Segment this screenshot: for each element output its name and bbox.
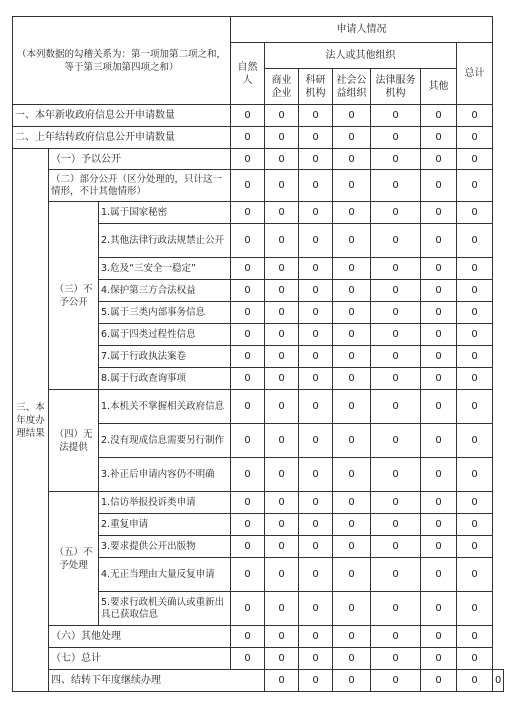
cell-value: 0	[299, 558, 333, 592]
header-total: 总计	[457, 43, 493, 105]
cell-value: 0	[457, 105, 493, 127]
row-label: 2.没有现成信息需要另行制作	[99, 424, 231, 458]
cell-value: 0	[265, 346, 299, 368]
row-label: 8.属于行政查询事项	[99, 368, 231, 390]
header-applicant: 申请人情况	[231, 17, 493, 43]
cell-value: 0	[231, 626, 265, 648]
cell-value: 0	[231, 149, 265, 170]
cell-value: 0	[333, 492, 371, 514]
cell-value: 0	[457, 492, 493, 514]
row-label: 7.属于行政执法案卷	[99, 346, 231, 368]
disclosure-stats-table	[12, 16, 504, 692]
cell-value: 0	[371, 202, 421, 224]
cell-value: 0	[371, 558, 421, 592]
cell-value: 0	[333, 368, 371, 390]
cell-value: 0	[265, 105, 299, 127]
cell-value: 0	[299, 202, 333, 224]
cell-value: 0	[457, 224, 493, 258]
cell-value: 0	[231, 390, 265, 424]
cell-value: 0	[231, 127, 265, 149]
cell-value: 0	[333, 626, 371, 648]
table-row	[13, 170, 504, 202]
cell-value: 0	[265, 280, 299, 302]
row-label: 2.重复申请	[99, 514, 231, 536]
cell-value: 0	[265, 492, 299, 514]
cell-value: 0	[299, 170, 333, 202]
row-label: （七）总计	[49, 648, 231, 670]
cell-value: 0	[421, 514, 457, 536]
cell-value: 0	[371, 390, 421, 424]
cell-value: 0	[231, 492, 265, 514]
cell-value: 0	[299, 368, 333, 390]
cell-value: 0	[299, 224, 333, 258]
cell-value: 0	[333, 670, 371, 692]
cell-value: 0	[231, 105, 265, 127]
cell-value: 0	[231, 202, 265, 224]
cell-value: 0	[371, 648, 421, 670]
row-label: 1.信访举报投诉类申请	[99, 492, 231, 514]
cell-value: 0	[333, 390, 371, 424]
cell-value: 0	[265, 626, 299, 648]
cell-value: 0	[299, 302, 333, 324]
group-4-label: （四）无法提供	[49, 390, 99, 492]
group-3-label: （三）不予公开	[49, 202, 99, 390]
cell-value: 0	[457, 324, 493, 346]
row-label: 4.无正当理由大量反复申请	[99, 558, 231, 592]
cell-value: 0	[457, 170, 493, 202]
cell-value: 0	[231, 258, 265, 280]
cell-value: 0	[333, 648, 371, 670]
cell-value: 0	[299, 424, 333, 458]
cell-value: 0	[299, 670, 333, 692]
cell-value: 0	[299, 280, 333, 302]
row-label: （六）其他处理	[49, 626, 231, 648]
cell-value: 0	[421, 170, 457, 202]
cell-value: 0	[457, 536, 493, 558]
cell-value: 0	[421, 368, 457, 390]
cell-value: 0	[333, 424, 371, 458]
cell-value: 0	[421, 202, 457, 224]
cell-value: 0	[457, 368, 493, 390]
table-row	[13, 202, 504, 224]
cell-value: 0	[265, 424, 299, 458]
cell-value: 0	[333, 324, 371, 346]
cell-value: 0	[371, 127, 421, 149]
cell-value: 0	[457, 280, 493, 302]
cell-value: 0	[299, 626, 333, 648]
cell-value: 0	[231, 458, 265, 492]
cell-value: 0	[333, 280, 371, 302]
cell-value: 0	[265, 536, 299, 558]
row-label: （二）部分公开（区分处理的，只计这一情形，不计其他情形）	[49, 170, 231, 202]
cell-value: 0	[371, 170, 421, 202]
cell-value: 0	[421, 458, 457, 492]
cell-value: 0	[265, 368, 299, 390]
row-label: 5.要求行政机关确认或重新出具已获取信息	[99, 592, 231, 626]
cell-value: 0	[371, 514, 421, 536]
cell-value: 0	[333, 346, 371, 368]
cell-value: 0	[371, 424, 421, 458]
cell-value: 0	[299, 324, 333, 346]
row-label: 4.保护第三方合法权益	[99, 280, 231, 302]
row-label: 5.属于三类内部事务信息	[99, 302, 231, 324]
cell-value: 0	[457, 346, 493, 368]
cell-value: 0	[333, 202, 371, 224]
cell-value: 0	[265, 202, 299, 224]
cell-value: 0	[265, 514, 299, 536]
cell-value: 0	[299, 390, 333, 424]
cell-value: 0	[299, 105, 333, 127]
row-label: 6.属于四类过程性信息	[99, 324, 231, 346]
cell-value: 0	[231, 302, 265, 324]
disclosure-table-container	[12, 16, 504, 692]
cell-value: 0	[265, 170, 299, 202]
cell-value: 0	[231, 648, 265, 670]
cell-value: 0	[299, 536, 333, 558]
cell-value: 0	[371, 302, 421, 324]
cell-value: 0	[421, 224, 457, 258]
cell-value: 0	[333, 536, 371, 558]
cell-value: 0	[265, 302, 299, 324]
row-label: 3.危及“三安全一稳定”	[99, 258, 231, 280]
cell-value: 0	[231, 368, 265, 390]
cell-value: 0	[371, 458, 421, 492]
cell-value: 0	[421, 149, 457, 170]
cell-value: 0	[265, 127, 299, 149]
row-label: 一、本年新收政府信息公开申请数量	[13, 105, 231, 127]
cell-value: 0	[371, 105, 421, 127]
cell-value: 0	[457, 424, 493, 458]
cell-value: 0	[265, 648, 299, 670]
cell-value: 0	[299, 458, 333, 492]
row-label: 3.要求提供公开出版物	[99, 536, 231, 558]
cell-value: 0	[371, 368, 421, 390]
cell-value: 0	[371, 626, 421, 648]
cell-value: 0	[333, 170, 371, 202]
cell-value: 0	[371, 280, 421, 302]
cell-value: 0	[333, 105, 371, 127]
cell-value: 0	[265, 149, 299, 170]
cell-value: 0	[457, 626, 493, 648]
header-other: 其他	[421, 69, 457, 105]
cell-value: 0	[457, 390, 493, 424]
cell-value: 0	[265, 324, 299, 346]
cell-value: 0	[421, 105, 457, 127]
cell-value: 0	[457, 514, 493, 536]
cell-value: 0	[265, 390, 299, 424]
row-label: 1.本机关不掌握相关政府信息	[99, 390, 231, 424]
cell-value: 0	[231, 558, 265, 592]
header-natural-person: 自然人	[231, 43, 265, 105]
cell-value: 0	[265, 224, 299, 258]
cell-value: 0	[421, 626, 457, 648]
cell-value: 0	[231, 346, 265, 368]
row-label: 二、上年结转政府信息公开申请数量	[13, 127, 231, 149]
cell-value: 0	[299, 149, 333, 170]
cell-value: 0	[421, 492, 457, 514]
header-research: 科研机构	[299, 69, 333, 105]
cell-value: 0	[333, 592, 371, 626]
cell-value: 0	[231, 324, 265, 346]
group-5-label: （五）不予处理	[49, 492, 99, 626]
header-note: （本列数据的勾稽关系为：第一项加第二项之和，等于第三项加第四项之和）	[13, 17, 231, 105]
cell-value: 0	[421, 670, 457, 692]
cell-value: 0	[493, 670, 504, 692]
cell-value: 0	[457, 202, 493, 224]
header-legal-service: 法律服务机构	[371, 69, 421, 105]
table-row	[13, 149, 504, 170]
cell-value: 0	[333, 224, 371, 258]
row-label: 2.其他法律行政法规禁止公开	[99, 224, 231, 258]
cell-value: 0	[333, 558, 371, 592]
section-3-label: 三、本年度办理结果	[13, 149, 49, 692]
cell-value: 0	[421, 324, 457, 346]
cell-value: 0	[231, 514, 265, 536]
cell-value: 0	[299, 346, 333, 368]
cell-value: 0	[421, 127, 457, 149]
cell-value: 0	[421, 302, 457, 324]
cell-value: 0	[421, 280, 457, 302]
cell-value: 0	[371, 492, 421, 514]
cell-value: 0	[457, 127, 493, 149]
header-commercial: 商业企业	[265, 69, 299, 105]
cell-value: 0	[371, 258, 421, 280]
cell-value: 0	[265, 558, 299, 592]
row-label: （一）予以公开	[49, 149, 231, 170]
table-row	[13, 127, 504, 149]
header-social: 社会公益组织	[333, 69, 371, 105]
cell-value: 0	[421, 390, 457, 424]
row-label: 3.补正后申请内容仍不明确	[99, 458, 231, 492]
cell-value: 0	[333, 258, 371, 280]
cell-value: 0	[231, 536, 265, 558]
cell-value: 0	[421, 558, 457, 592]
cell-value: 0	[457, 592, 493, 626]
cell-value: 0	[457, 670, 493, 692]
cell-value: 0	[265, 592, 299, 626]
cell-value: 0	[333, 127, 371, 149]
cell-value: 0	[421, 346, 457, 368]
cell-value: 0	[371, 324, 421, 346]
cell-value: 0	[457, 458, 493, 492]
table-row	[13, 390, 504, 424]
cell-value: 0	[231, 280, 265, 302]
cell-value: 0	[299, 127, 333, 149]
row-label: 四、结转下年度继续办理	[49, 670, 265, 692]
cell-value: 0	[371, 670, 421, 692]
cell-value: 0	[457, 302, 493, 324]
cell-value: 0	[371, 149, 421, 170]
cell-value: 0	[371, 536, 421, 558]
table-row	[13, 670, 504, 692]
cell-value: 0	[371, 346, 421, 368]
cell-value: 0	[299, 258, 333, 280]
cell-value: 0	[421, 536, 457, 558]
cell-value: 0	[299, 592, 333, 626]
cell-value: 0	[457, 648, 493, 670]
cell-value: 0	[299, 648, 333, 670]
cell-value: 0	[299, 492, 333, 514]
cell-value: 0	[371, 224, 421, 258]
cell-value: 0	[231, 170, 265, 202]
cell-value: 0	[265, 670, 299, 692]
cell-value: 0	[231, 592, 265, 626]
header-row-1	[13, 17, 504, 43]
cell-value: 0	[333, 302, 371, 324]
cell-value: 0	[299, 514, 333, 536]
cell-value: 0	[333, 149, 371, 170]
cell-value: 0	[231, 424, 265, 458]
cell-value: 0	[333, 514, 371, 536]
cell-value: 0	[421, 424, 457, 458]
cell-value: 0	[457, 149, 493, 170]
cell-value: 0	[457, 258, 493, 280]
header-legal: 法人或其他组织	[265, 43, 457, 69]
row-label: 1.属于国家秘密	[99, 202, 231, 224]
cell-value: 0	[457, 558, 493, 592]
table-row	[13, 648, 504, 670]
table-row	[13, 626, 504, 648]
table-row	[13, 105, 504, 127]
cell-value: 0	[333, 458, 371, 492]
cell-value: 0	[371, 592, 421, 626]
cell-value: 0	[421, 592, 457, 626]
cell-value: 0	[265, 458, 299, 492]
cell-value: 0	[265, 258, 299, 280]
cell-value: 0	[421, 648, 457, 670]
cell-value: 0	[421, 258, 457, 280]
table-row	[13, 492, 504, 514]
cell-value: 0	[231, 224, 265, 258]
